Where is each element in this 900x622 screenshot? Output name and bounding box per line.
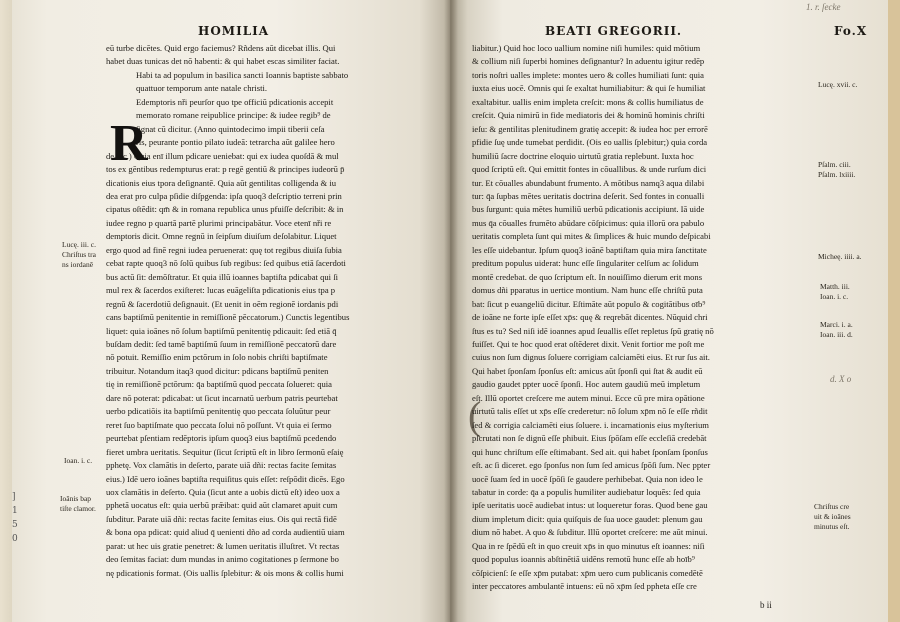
text-line: peurtebat pſentiam redēptoris ipſum quoq3 eius baptiſmū pcedendo xyxy=(106,433,337,444)
right-page-header: BEATI GREGORII. xyxy=(545,24,683,38)
text-line: mus q̄a cōualles frumēto abūdare cōſpicimus: quia illorū ora pabulo xyxy=(472,217,705,228)
text-line: deo ſemitas faciat: dum mundas in animo cogitationes p ſermone bo xyxy=(106,554,339,565)
text-line: cans baptiſmū penitentie in remiſſionē pēccatorum.) Cunctis legentibus xyxy=(106,312,350,323)
edge-mark: 0 xyxy=(12,534,18,544)
margin-note: minutus eſt. xyxy=(814,522,850,531)
text-line: cipatus oſtēdit: qm̄ & in romana republica unus pfuiſſe deſcribit: & in xyxy=(106,204,344,215)
text-line: eſt. ac ſi diceret. ego ſponſus non ſum ſed amicus ſpōſi ſum. Nec ppter xyxy=(472,460,711,471)
text-line: eſt. Illū oportet creſcere me autem minui. Ecce cū pre mira opātione xyxy=(472,392,705,403)
margin-note: Ioānis bap xyxy=(60,494,92,503)
text-line: liabitur.) Quid hoc loco uallium nomine niſi humiles: quid mōtium xyxy=(472,43,701,53)
text-line: cuius non ſum dignus ſoluere corrigiam calciamēti eius. Et rur ſus ait. xyxy=(472,352,710,363)
text-line: quod populus ioannis abſtinētiā uidēns remotū hunc eſſe ab hoīb⁹ xyxy=(472,554,695,565)
text-line: cōſpicienſ: ſe eſſe xp̄m putabat: xp̄m uero cum publicanis comedētē xyxy=(472,567,703,578)
text-line: tos ex gēntibus redempturus erat: p regē gentiū & principes iudeorū p̄ xyxy=(106,164,345,175)
text-line: & collium niſi ſuperbi homines deſignantur? In aduentu igitur redēp xyxy=(472,56,705,67)
text-line: ipſe ueritatis uocē audiebat intus: ut loqueretur foras. Quod bene gau xyxy=(472,500,708,511)
right-page xyxy=(450,0,890,622)
edge-marks xyxy=(12,490,26,546)
text-line: quattuor temporum ante natale christi. xyxy=(136,83,268,94)
text-line: dare nō poterat: pdicabat: ut ſicut incarnatū uerbum patris peurtebat xyxy=(106,392,338,403)
text-line: cebat rapte quoq3 nō ſolū quibus ſub regibus: ſed quibus etiā ſacerdoti xyxy=(106,258,346,269)
text-line: tur. Et cōualles abundabunt frumento. A mōtibus namq3 aqua dilabi xyxy=(472,177,705,188)
text-line: demptoris dicit. Omne regnū in ſeipſum diuiſum deſolabitur. Liquet xyxy=(106,231,337,242)
text-line: iudee regno p quartā partē plurimi principabātur. Voce etenī nři re xyxy=(106,217,332,228)
text-line: & bona opa pdicat: quid aliud q̄ uenienti dño ad corda audientiū uiam xyxy=(106,527,345,538)
text-line: memorato romane reipublice principe: & iudee regib⁹ de xyxy=(136,110,331,121)
text-line: ſignat cū dicitur. (Anno quintodecimo impii tiberii ceſa xyxy=(136,123,325,134)
text-line: montē credebat. de quo ſcriptum eſt. In nouiſſimo dierum erit mons xyxy=(472,271,703,282)
text-line: creſcit. Quia nimirū in fide mediatoris dei & hominū hominis chriſti xyxy=(472,110,705,121)
margin-note: Ioan. i. c. xyxy=(820,292,849,301)
margin-note: Chriſtus tra xyxy=(62,250,96,259)
folio-number: Fo.X xyxy=(834,24,868,38)
margin-note: Matth. iii. xyxy=(820,282,850,291)
margin-note: Marci. i. a. xyxy=(820,320,853,329)
pencil-note: d. X o xyxy=(830,374,852,384)
text-line: dicationis eius tpora deſignantē. Quia aūt gentilitas colligenda & iu xyxy=(106,177,337,188)
margin-note: tiſte clamor. xyxy=(60,504,96,513)
text-line: dea erat pro culpa pſidie diſpgenda: ipſa quoq3 deſcriptio terreni prin xyxy=(106,190,342,201)
text-line: parat: ut hec uis gratie penetret: & lumen ueritatis illuſtret. Vt rectas xyxy=(106,540,340,551)
text-line: eū turbe dicētes. Quid ergo faciemus? Rñdens aūt dicebat illis. Qui xyxy=(106,43,336,53)
book-gutter xyxy=(444,0,458,622)
text-line: eius.) Idē uero ioānes baptiſta requiſitus quis eſſet: reſpōdit dicēs. Ego xyxy=(106,473,345,484)
text-line: liquet: quia ioānes nō ſolum baptiſmū penitentię pdicauit: ſed etiā q̄ xyxy=(106,325,337,336)
margin-note: Ioan. i. c. xyxy=(64,456,93,465)
margin-note: Lucę. xvii. c. xyxy=(818,80,858,89)
text-line: dium nō habet. A quo & ſubditur. Illū oportet creſcere: me aūt minui. xyxy=(472,527,708,538)
text-line: qui hunc chriſtum eſſe eſtimabant. Sed ait. qui habet ſponſam ſponſus xyxy=(472,446,708,457)
text-line: bat: ſicut p euangeliū dicitur. Eſtimāte aūt populo & cogitātibus oīb⁹ xyxy=(472,298,706,309)
text-line: pfidie ſuę unde tumebat perdidit. (Ois eo uallis ſplebitur;) quia corda xyxy=(472,137,708,148)
text-line: domus dñi pparatus in uertice montium. Nam hunc eſſe chriſtū puta xyxy=(472,285,703,296)
text-line: bus actū ſit: demōſtratur. Et quia illū ioannes baptiſta pdicabat qui ſi xyxy=(106,271,338,282)
text-line: dium impletum dicit: quia quiſquis de ſua uoce gaudet: plenum gau xyxy=(472,513,703,524)
text-line: ris, peurante pontio pilato iudeā: tetrarcha aūt galilee hero xyxy=(136,137,335,148)
text-line: tribuitur. Notandum itaq3 quod dicitur: pdicans baptiſmū peniten xyxy=(106,365,329,376)
edge-mark: 1 xyxy=(12,506,18,516)
text-line: Qui habet ſponſam ſponſus eſt: amicus aūt ſponſi qui ſtat & audit eū xyxy=(472,365,703,376)
text-line: uox clamātis in deſerto. Quia (ſicut ante a uobis dictū eſt) ideo uox a xyxy=(106,486,340,497)
left-page-header: HOMILIA xyxy=(198,24,270,38)
edge-mark: ] xyxy=(12,492,16,502)
pencil-note: 1. r. ſecke xyxy=(806,2,841,12)
text-line: ergo quod ad finē regni iudea peruenerat: quę tot regibus diuiſa ſubia xyxy=(106,244,342,255)
text-line: fuiſſet. Qui te hoc quod erat oſtēderet dixit. Venit fortior me poſt me xyxy=(472,338,705,349)
right-page-text xyxy=(472,42,810,594)
text-line: nō potuit. Remiſſio enim pctōrum in ſolo nobis chriſti baptiſmate xyxy=(106,352,328,363)
text-line: ſed & corrigia calciamēti eius ſoluere. i. incarnationis eius myſterium xyxy=(472,419,709,430)
text-line: inter peccatores ambulantē intuens: eū nō xp̄m ſed ppheta eſſe cre xyxy=(472,581,697,592)
text-line: tię in remiſſionē pctōrum: q̄a baptiſmū quod peccata ſolueret: quia xyxy=(106,379,332,390)
text-line: buſdam dedit: ſed tamē baptiſmū ſuum in remiſſionē peccatorū dare xyxy=(106,338,337,349)
text-line: Habi ta ad populum in basilica sancti Ioannis baptiste sabbato xyxy=(136,69,349,80)
text-line: nę pdicationis format. (Ois uallis ſplebitur: & ois mons & collis humi xyxy=(106,567,344,578)
margin-note: Lucę. iii. c. xyxy=(62,240,96,249)
edge-mark: 5 xyxy=(12,520,18,530)
text-line: iuxta eius uocē. Omnis qui ſe exaltat humiliabitur: & qui ſe humiliat xyxy=(472,83,706,94)
text-line: gaudio gaudet ppter uocē ſponſi. Hoc autem gaudiū meū impletum xyxy=(472,379,701,390)
text-line: pphetā uocatus eſt: quia uerbū prǣibat: quid aūt clamaret apuit cum xyxy=(106,500,338,511)
text-line: tur: q̄a ſupbas mētes ueritatis doctrina deſerit. Sed fontes in conualli xyxy=(472,190,705,201)
text-line: Edemptoris nři peurſor quo tpe officiū pdicationis accepit xyxy=(136,96,334,107)
text-line: tabatur in corde: q̄a a populis humiliter audiebatur loquēs: ſed quia xyxy=(472,486,701,497)
text-line: mul rex & ſacerdos exiſteret: lucas euāgeliſta pdicationis eius tpa p xyxy=(106,285,336,296)
text-line: reret ſuo baptiſmate quo peccata ſolui nō poſſunt. Vt quia ei ſermo xyxy=(106,419,332,430)
margin-note: Chriſtus cre xyxy=(814,502,850,511)
margin-note: Pſalm. ciii. xyxy=(818,160,851,169)
text-line: ſubditur. Parate uiā dñi: rectas facite ſemitas eius. Ois qui rectā fidē xyxy=(106,513,337,524)
text-line: quod ſcriptū eſt. Qui emittit fontes in cōuallibus. & unde rurſum dici xyxy=(472,164,707,175)
margin-note: Micheę. iiii. a. xyxy=(818,252,862,261)
margin-note: uit & ioānes xyxy=(814,512,851,521)
text-line: ſtus es tu? Sed niſi idē ioannes apud ſeuallis eſſet repletus ſpū gratię nō xyxy=(472,325,714,336)
signature-mark: b ii xyxy=(760,600,772,610)
book-board-edge xyxy=(888,0,900,622)
text-line: toris noſtri ualles implete: montes uero & colles humiliati ſunt: quia xyxy=(472,69,704,80)
text-line: les eſſe uidebantur. Ipſum quoq3 ioānē baptiſtam quia mira ſanctitate xyxy=(472,244,707,255)
text-line: uirtutū talis eſſet ut xp̄s eſſe crederetur: nō ſolum xp̄m nō ſe eſſe rñdit xyxy=(472,406,708,417)
text-line: ieſu: & gentilitas plenitudinem gratię accepit: & iudea hoc per errorē xyxy=(472,123,708,134)
drop-capital: R xyxy=(110,115,148,172)
left-page-text xyxy=(106,42,444,580)
text-line: ueritatis completa ſunt qui mites & ſimplices & huic mundo deſpicabi xyxy=(472,231,711,242)
text-line: habet duas tunicas det nō habenti: & qui habet escas similiter faciat. xyxy=(106,56,340,67)
text-line: fieret umbra ueritatis. Sequitur (ſicut ſcriptū eſt in libro ſermonū eſaię xyxy=(106,446,344,457)
text-line: uocē ſuam ſed in uocē ſpōſi ſe gaudere perhibebat. Quia non ideo le xyxy=(472,473,703,484)
text-line: regnū & ſacerdotiū deſignauit. (Et uenit in oēm regionē iordanis pdi xyxy=(106,298,339,309)
marginal-bracket: ( xyxy=(468,393,482,438)
left-page xyxy=(12,0,450,622)
text-line: exaltabitur. uallis enim impleta creſcit: mons & collis humiliatus de xyxy=(472,96,704,107)
margin-note: ns iordanē xyxy=(62,260,94,269)
margin-note: Ioan. iii. d. xyxy=(820,330,853,339)
margin-note: Pſalm. lxiiii. xyxy=(818,170,856,179)
text-line: bus ſurgunt: quia mētes humiliū uerbū pdicationis accipiunt. Iā uide xyxy=(472,204,705,215)
text-line: de ioāne ne forte ipſe eſſet xp̄s: quę & reqrebāt dicentes. Nūquid chri xyxy=(472,312,708,323)
text-line: uerbo pdicatiōis ita baptiſmū penitentię quo peccata ſoluūtur peur xyxy=(106,406,331,417)
text-line: pſcrutati non ſe dignū eſſe phibuit. Eius ſpōſam eſſe eccleſiā credebāt xyxy=(472,433,707,444)
text-line: de &c.) Quia enī illum pdicare ueniebat: qui ex iudea quoſdā & mul xyxy=(106,150,339,161)
text-line: pphetę. Vox clamātis in deſerto, parate uiā dñi: rectas facite ſemitas xyxy=(106,460,337,471)
text-line: preditum populus uiderat: hunc eſſe ſingulariter celſum ac ſolidum xyxy=(472,258,699,269)
text-line: humiliū ſacre doctrine eloquio uirtutū gratia replebunt. Iuxta hoc xyxy=(472,150,694,161)
text-line: Qua in re ſpēdū eſt in quo creuit xp̄s in quo minutus eſt ioannes: niſi xyxy=(472,540,705,551)
